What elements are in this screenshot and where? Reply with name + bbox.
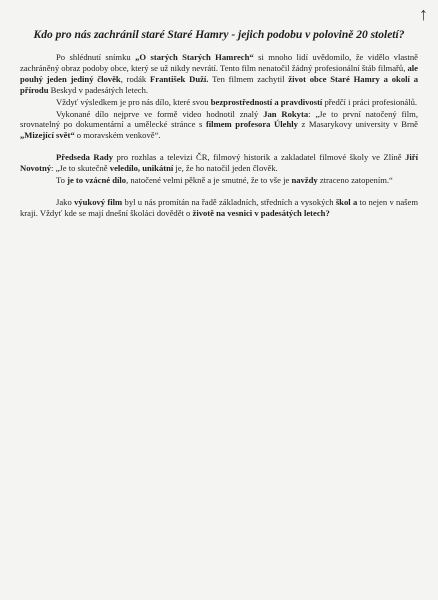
paragraph-3: Vykonané dílo nejprve ve formě video hodnotil znalý Jan Rokyta: „Je to první natočený film, srovnatelný po dokumentární a umělecké stránce s filmem profesora Úlehly z Masarykovy university v Brně „Mizející svět“ o moravském venkově“. xyxy=(20,108,418,141)
paragraph-4: Předseda Rady pro rozhlas a televizi ČR, filmový historik a zakladatel filmové školy ve Zlíně Jiří Novotný: „Je to skutečně veledílo, unikátní je, že ho natočil jeden člověk. xyxy=(20,152,419,174)
corner-mark: ↑ xyxy=(419,4,428,24)
paragraph-6: Jako výukový film byl u nás promítán na řadě základních, středních a vysokých škol a to nejen v našem kraji. Vždyť kde se mají dnešní školáci dovědět o životě na vesnici v padesátých letech? xyxy=(20,196,419,218)
paragraph-gap xyxy=(20,187,418,197)
paragraph-5: To je to vzácné dílo, natočené velmi pěkně a je smutné, že to vše je navždy ztraceno zatopením.“ xyxy=(56,175,393,186)
paragraph-2: Vždyť výsledkem je pro nás dílo, které svou bezprostředností a pravdivostí předčí i práci profesionálů. xyxy=(56,96,418,107)
paragraph-gap xyxy=(20,142,418,152)
paragraph-1: Po shlédnutí snímku „O starých Starých Hamrech“ si mnoho lidí uvědomilo, že vidělo vlastně zachráněný obraz podoby obce, který se už nikdy nevrátí. Tento film nenatočil žádný profesionální štáb filmařů, ale pouhý jeden jediný člověk, rodák František Duží. Ten filmem zachytil život obce Staré Hamry a okolí a přírodu Beskyd v padesátých letech. xyxy=(20,52,418,95)
page-title: Kdo pro nás zachránil staré Staré Hamry - jejich podobu v polovině 20 století? xyxy=(33,29,405,41)
